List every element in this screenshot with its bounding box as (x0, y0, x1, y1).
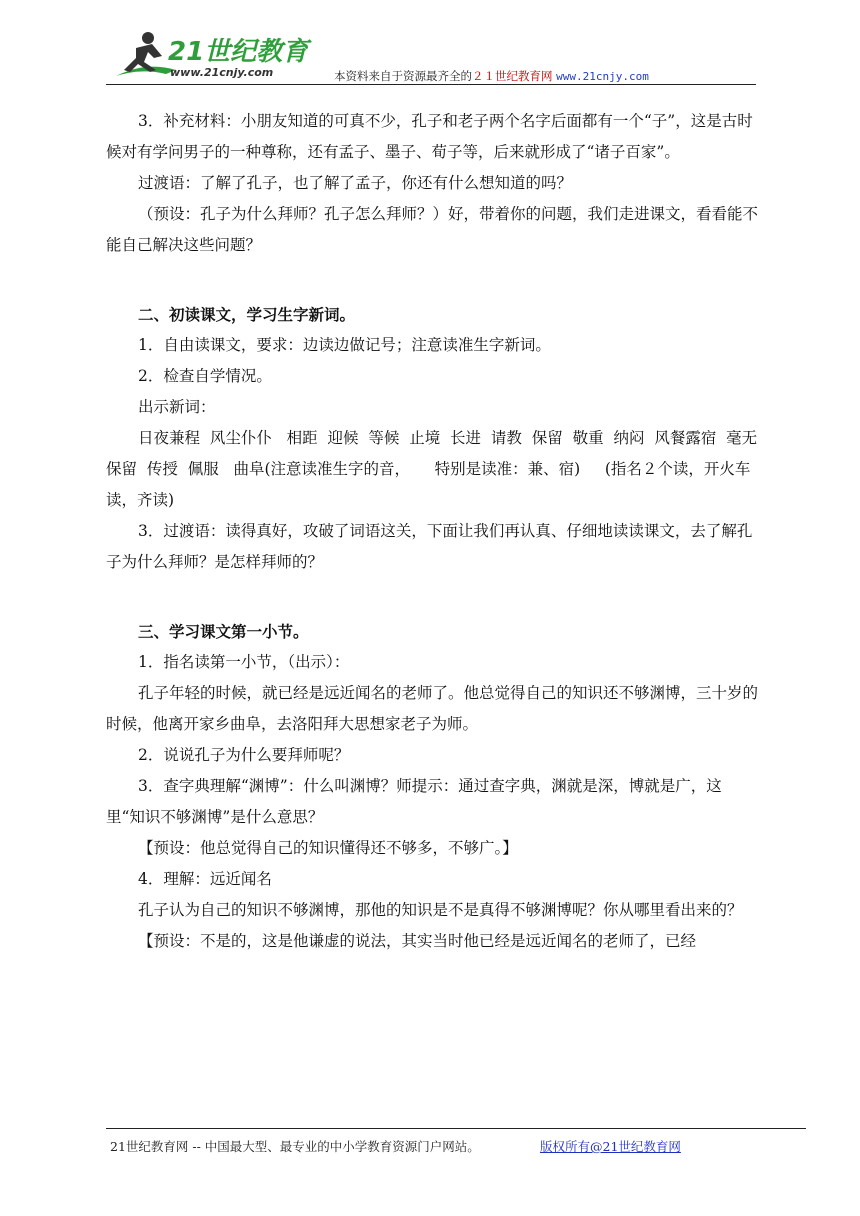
paragraph: 2．说说孔子为什么要拜师呢？ (138, 746, 350, 764)
quoted-passage: 孔子年轻的时候，就已经是远近闻名的老师了。他总觉得自己的知识还不够渊博，三十岁的时候，他离开家乡曲阜，去洛阳拜大思想家老子为师。 (106, 684, 759, 733)
section-heading: 二、初读课文，学习生字新词。 (138, 305, 356, 324)
section-heading: 三、学习课文第一小节。 (138, 622, 309, 641)
logo-url: www.21cnjy.com (170, 66, 274, 79)
paragraph: 1．自由读课文，要求：边读边做记号；注意读准生字新词。 (138, 336, 551, 354)
logo-text: 21世纪教育 (168, 37, 309, 67)
preset-answer: 【预设：不是的，这是他谦虚的说法，其实当时他已经是远近闻名的老师了，已经 (138, 932, 697, 950)
header-url-link[interactable]: www.21cnjy.com (556, 70, 649, 83)
header-notice-prefix: 本资料来自于资源最齐全的 (334, 69, 472, 83)
site-logo (106, 26, 316, 88)
paragraph: 出示新词： (138, 398, 216, 416)
paragraph: 4．理解：远近闻名 (138, 870, 272, 888)
header-notice (334, 68, 649, 84)
preset-answer: 【预设：他总觉得自己的知识懂得还不够多，不够广。】 (138, 839, 518, 857)
header-divider (106, 84, 756, 85)
paragraph: 3．过渡语：读得真好，攻破了词语这关，下面让我们再认真、仔细地读读课文，去了解孔子为什么拜师？是怎样拜师的？ (106, 522, 753, 571)
paragraph: （预设：孔子为什么拜师？孔子怎么拜师？）好，带着你的问题，我们走进课文，看看能不能自己解决这些问题？ (106, 205, 759, 254)
footer-divider (106, 1128, 806, 1129)
paragraph: 3．补充材料：小朋友知道的可真不少，孔子和老子两个名字后面都有一个“子”，这是古时候对有学问男子的一种尊称，还有孟子、墨子、荀子等，后来就形成了“诸子百家”。 (106, 112, 753, 161)
paragraph: 2．检查自学情况。 (138, 367, 272, 385)
header-site-link[interactable]: ２１世纪教育网 (472, 69, 553, 83)
footer-site-description: 21世纪教育网 -- 中国最大型、最专业的中小学教育资源门户网站。 (110, 1139, 480, 1154)
vocabulary-list: 日夜兼程 风尘仆仆 相距 迎候 等候 止境 长进 请教 保留 敬重 纳闷 风餐露宿 毫无保留 传授 佩服 曲阜(注意读准生字的音， 特别是读准：兼、宿) (指名２个读，开火车读，齐读) (106, 429, 758, 509)
paragraph: 3．查字典理解“渊博”：什么叫渊博？师提示：通过查字典，渊就是深，博就是广，这里“知识不够渊博”是什么意思？ (106, 777, 722, 826)
paragraph: 1．指名读第一小节，（出示）： (138, 653, 350, 671)
footer-copyright-link[interactable]: 版权所有@21世纪教育网 (540, 1139, 681, 1154)
paragraph: 孔子认为自己的知识不够渊博，那他的知识是不是真得不够渊博呢？你从哪里看出来的？ (138, 901, 743, 919)
paragraph: 过渡语：了解了孔子，也了解了孟子，你还有什么想知道的吗？ (138, 174, 573, 192)
document-body (106, 106, 758, 957)
